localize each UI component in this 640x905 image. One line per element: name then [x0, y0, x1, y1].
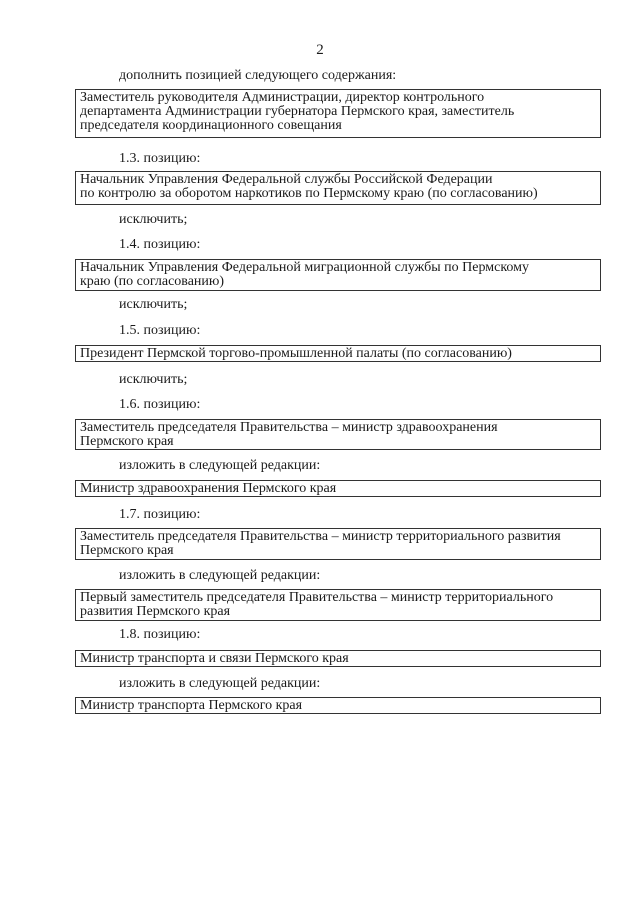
box-line: Заместитель председателя Правительства – министр территориального развития	[80, 529, 561, 544]
position-1-8-old-box	[75, 650, 601, 667]
exclude-text: исключить;	[119, 372, 188, 387]
position-1-4-box	[75, 259, 601, 291]
box-line: Министр транспорта Пермского края	[80, 698, 303, 713]
item-1-8-heading: 1.8. позицию:	[119, 627, 201, 642]
restate-text: изложить в следующей редакции:	[119, 676, 321, 691]
position-1-3-box	[75, 171, 601, 205]
box-line: развития Пермского края	[80, 604, 231, 619]
exclude-text: исключить;	[119, 297, 188, 312]
item-1-7-heading: 1.7. позицию:	[119, 507, 201, 522]
box-line: Пермского края	[80, 543, 174, 558]
restate-text: изложить в следующей редакции:	[119, 568, 321, 583]
position-1-7-old-box	[75, 528, 601, 560]
box-line: краю (по согласованию)	[80, 274, 225, 289]
box-line: Заместитель руководителя Администрации, директор контрольного	[80, 90, 485, 105]
position-1-6-old-box	[75, 419, 601, 450]
box-line: Президент Пермской торгово-промышленной палаты (по согласованию)	[80, 346, 512, 361]
box-line: Заместитель председателя Правительства – министр здравоохранения	[80, 420, 498, 435]
position-1-7-new-box	[75, 589, 601, 621]
box-line: Министр здравоохранения Пермского края	[80, 481, 337, 496]
added-position-box	[75, 89, 601, 138]
box-line: по контролю за оборотом наркотиков по Пермскому краю (по согласованию)	[80, 186, 538, 201]
page-number: 2	[316, 42, 324, 58]
item-1-4-heading: 1.4. позицию:	[119, 237, 201, 252]
box-line: председателя координационного совещания	[80, 118, 342, 133]
box-line: Начальник Управления Федеральной миграционной службы по Пермскому	[80, 260, 530, 275]
restate-text: изложить в следующей редакции:	[119, 458, 321, 473]
item-1-3-heading: 1.3. позицию:	[119, 151, 201, 166]
box-line: Пермского края	[80, 434, 174, 449]
item-1-5-heading: 1.5. позицию:	[119, 323, 201, 338]
box-line: Начальник Управления Федеральной службы Российской Федерации	[80, 172, 493, 187]
position-1-8-new-box	[75, 697, 601, 714]
box-line: Первый заместитель председателя Правительства – министр территориального	[80, 590, 554, 605]
box-line: Министр транспорта и связи Пермского края	[80, 651, 349, 666]
intro-text: дополнить позицией следующего содержания:	[119, 68, 397, 83]
exclude-text: исключить;	[119, 212, 188, 227]
position-1-6-new-box	[75, 480, 601, 497]
box-line: департамента Администрации губернатора Пермского края, заместитель	[80, 104, 515, 119]
item-1-6-heading: 1.6. позицию:	[119, 397, 201, 412]
position-1-5-box	[75, 345, 601, 362]
